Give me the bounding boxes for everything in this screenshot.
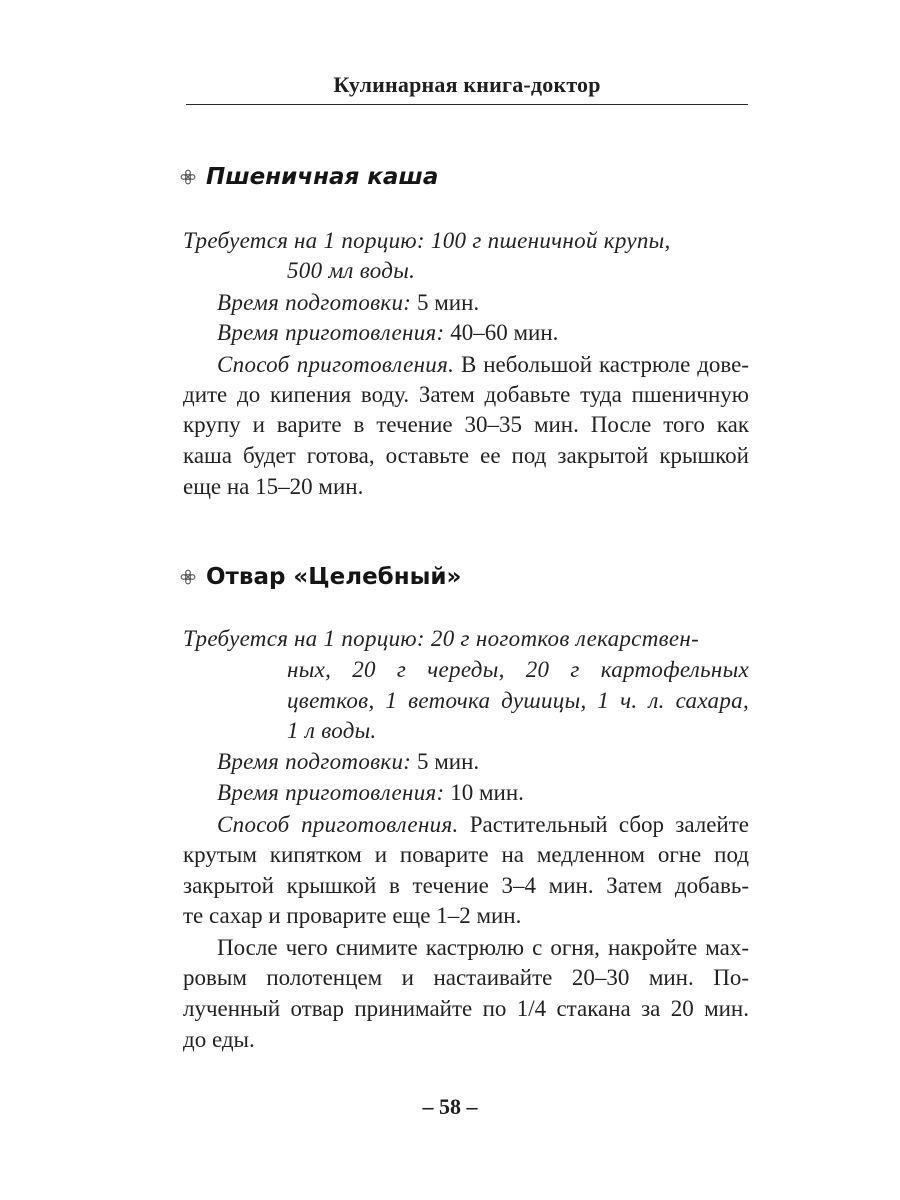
prep-time-line	[217, 747, 479, 777]
method-line: дите до кипения воду. Затем добавьте туда пшеничную	[183, 382, 749, 407]
requires-line: ных, 20 г череды, 20 г картофельных	[287, 657, 749, 682]
cook-time-value: 40–60 мин.	[450, 320, 559, 345]
cook-time-value: 10 мин.	[450, 780, 524, 805]
ornament-flower-icon	[180, 169, 196, 185]
method-line: те сахар и проварите еще 1–2 мин.	[183, 903, 522, 928]
requires-line	[183, 226, 749, 256]
recipe-title-wheat-porridge	[180, 164, 438, 190]
method-line	[217, 350, 749, 380]
method-label: Способ приготовления.	[217, 812, 459, 837]
paragraph-line: лученный отвар принимайте по 1/4 стакана за 20 мин.	[183, 996, 749, 1021]
prep-time-value: 5 мин.	[416, 749, 480, 774]
prep-time-line	[217, 288, 479, 318]
cook-time-line	[217, 318, 558, 348]
recipe-title-text: Отвар «Целебный»	[206, 564, 462, 590]
requires-line: 500 мл воды.	[287, 258, 416, 283]
prep-time-label: Время подготовки:	[217, 749, 412, 774]
cook-time-label: Время приготовления:	[217, 320, 445, 345]
method-line: закрытой крышкой в течение 3–4 мин. Затем добавь-	[183, 873, 749, 898]
requires-line	[183, 624, 749, 654]
method-line	[217, 810, 749, 840]
running-head-title: Кулинарная книга-доктор	[333, 72, 601, 97]
recipe-title-text: Пшеничная каша	[206, 164, 439, 190]
method-line: крупу и варите в течение 30–35 мин. После того как	[183, 412, 749, 437]
requires-label: Требуется	[183, 228, 289, 253]
prep-time-label: Время подготовки:	[217, 290, 412, 315]
method-line: каша будет готова, оставьте ее под закрытой крышкой	[183, 443, 749, 468]
ornament-flower-icon	[180, 569, 196, 585]
requires-text: на 1 порцию: 100 г пшеничной крупы,	[293, 228, 671, 253]
requires-line: 1 л воды.	[287, 718, 377, 743]
prep-time-value: 5 мин.	[416, 290, 480, 315]
paragraph-line: до еды.	[183, 1027, 255, 1052]
paragraph-line: ровым полотенцем и настаивайте 20–30 мин. По-	[183, 965, 749, 990]
method-text: В небольшой кастрюле дове-	[461, 352, 749, 377]
method-label: Способ приготовления.	[217, 352, 455, 377]
cook-time-line	[217, 778, 524, 808]
method-line: еще на 15–20 мин.	[183, 474, 364, 499]
page-number: – 58 –	[422, 1094, 478, 1119]
recipe-title-healing-decoction	[180, 564, 461, 590]
paragraph-line: После чего снимите кастрюлю с огня, накройте мах-	[217, 935, 749, 960]
requires-text: на 1 порцию: 20 г ноготков лекарствен-	[293, 626, 700, 651]
method-line: крутым кипятком и поварите на медленном огне под	[183, 842, 749, 867]
requires-line: цветков, 1 веточка душицы, 1 ч. л. сахара,	[287, 688, 749, 713]
cook-time-label: Время приготовления:	[217, 780, 445, 805]
header-rule	[186, 104, 748, 105]
requires-label: Требуется	[183, 626, 289, 651]
method-text: Растительный сбор залейте	[469, 812, 749, 837]
